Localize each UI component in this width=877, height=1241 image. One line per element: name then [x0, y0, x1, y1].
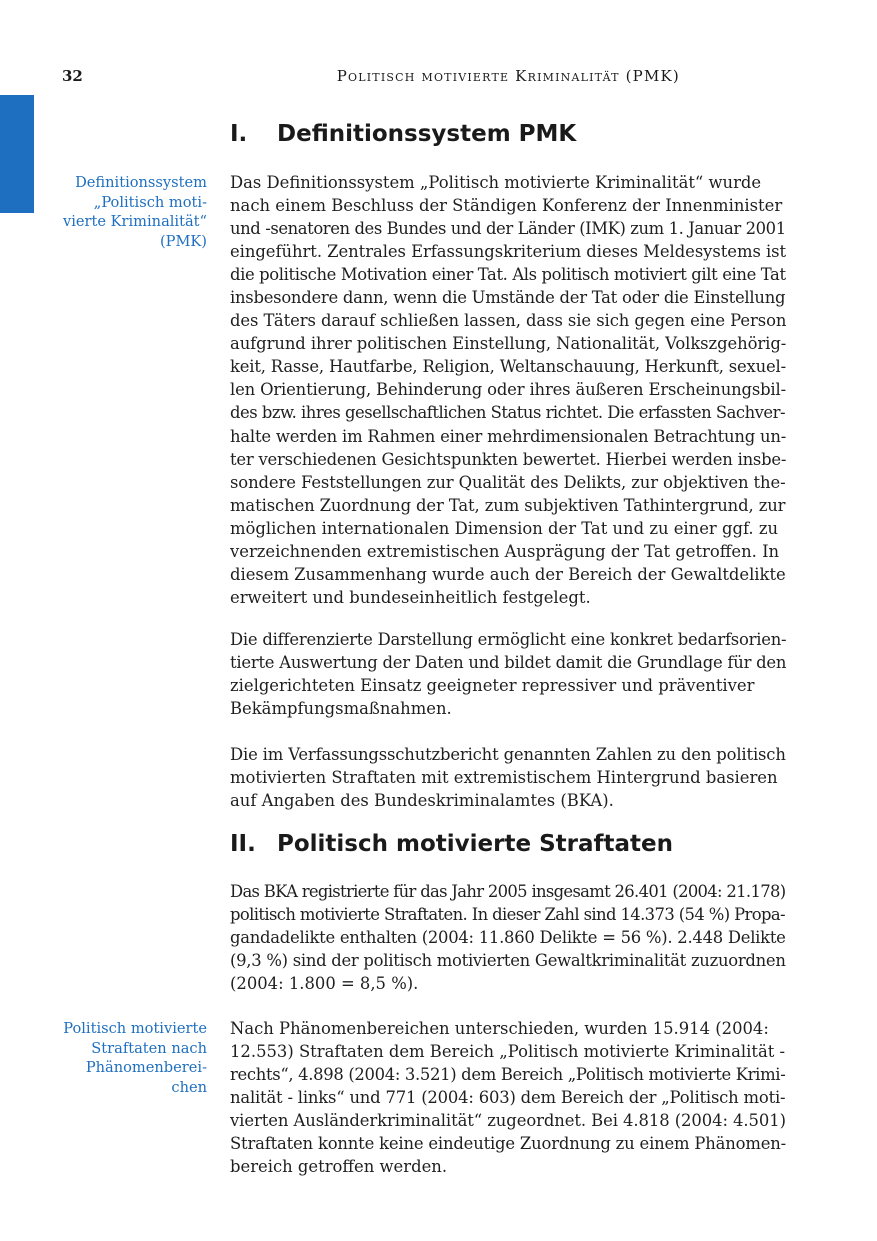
paragraph-darstellung	[230, 628, 786, 720]
paragraph-definitionssystem	[230, 171, 786, 609]
section-heading-straftaten	[230, 831, 673, 857]
text-line: nalität - links“ und 771 (2004: 603) dem Bereich der „Politisch moti-	[230, 1088, 786, 1108]
paragraph-zahlen-bka	[230, 743, 786, 812]
section-number: II.	[230, 831, 256, 857]
margin-note-line: „Politisch moti-	[93, 193, 207, 211]
margin-note-phaenomenbereiche	[63, 1019, 207, 1098]
text-line: politisch motivierte Straftaten. In dieser Zahl sind 14.373 (54 %) Propa-	[230, 905, 785, 925]
text-line: gandadelikte enthalten (2004: 11.860 Delikte = 56 %). 2.448 Delikte	[230, 928, 786, 948]
margin-note-line: chen	[171, 1079, 207, 1097]
text-line: halte werden im Rahmen einer mehrdimensionalen Betrachtung un-	[230, 426, 787, 446]
text-line: möglichen internationalen Dimension der Tat und zu einer ggf. zu	[230, 518, 779, 538]
text-line: sondere Feststellungen zur Qualität des Delikts, zur objektiven the-	[230, 472, 786, 492]
text-line: Die differenzierte Darstellung ermöglicht eine konkret bedarfsorien-	[230, 630, 787, 649]
section-number: I.	[230, 121, 248, 147]
text-line: 12.553) Straftaten dem Bereich „Politisch motivierte Kriminalität -	[230, 1042, 786, 1062]
text-line: len Orientierung, Behinderung oder ihres äußeren Erscheinungsbil-	[230, 380, 786, 400]
margin-note-line: vierte Kriminalität“	[62, 213, 207, 231]
paragraph-phaenomenbereiche	[230, 1017, 786, 1178]
running-header: Politisch motivierte Kriminalität (PMK)	[336, 67, 680, 85]
text-line: matischen Zuordnung der Tat, zum subjektiven Tathintergrund, zur	[230, 495, 786, 515]
text-line: Nach Phänomenbereichen unterschieden, wurden 15.914 (2004:	[230, 1019, 769, 1038]
section-heading-definitionssystem	[230, 121, 576, 147]
paragraph-bka-statistik	[230, 880, 786, 995]
text-line: diesem Zusammenhang wurde auch der Bereich der Gewaltdelikte	[230, 564, 786, 584]
margin-note-line: (PMK)	[159, 233, 207, 251]
text-line: Straftaten konnte keine eindeutige Zuordnung zu einem Phänomen-	[230, 1134, 786, 1154]
text-line: des bzw. ihres gesellschaftlichen Status richtet. Die erfassten Sachver-	[230, 403, 786, 423]
text-line: verzeichnenden extremistischen Ausprägung der Tat getroffen. In	[230, 541, 780, 561]
margin-note-line: Definitionssystem	[75, 174, 207, 191]
text-line: ter verschiedenen Gesichtspunkten bewertet. Hierbei werden insbe-	[230, 449, 787, 469]
text-line: rechts“, 4.898 (2004: 3.521) dem Bereich „Politisch motivierte Krimi-	[230, 1065, 786, 1085]
text-line: nach einem Beschluss der Ständigen Konferenz der Innenminister	[230, 196, 783, 216]
text-line: eingeführt. Zentrales Erfassungskriterium dieses Meldesystems ist	[230, 242, 787, 262]
section-title: Definitionssystem PMK	[277, 121, 577, 147]
text-line: vierten Ausländerkriminalität“ zugeordnet. Bei 4.818 (2004: 4.501)	[230, 1111, 786, 1131]
text-line: tierte Auswertung der Daten und bildet damit die Grundlage für den	[230, 653, 787, 673]
text-line: Die im Verfassungsschutzbericht genannten Zahlen zu den politisch	[230, 745, 786, 764]
page-number: 32	[62, 67, 83, 85]
text-line: (2004: 1.800 = 8,5 %).	[230, 974, 419, 994]
text-line: des Täters darauf schließen lassen, dass sie sich gegen eine Person	[230, 311, 787, 331]
text-line: die politische Motivation einer Tat. Als politisch motiviert gilt eine Tat	[230, 265, 786, 285]
margin-note-line: Phänomenberei-	[85, 1059, 207, 1077]
text-line: motivierten Straftaten mit extremistischem Hintergrund basieren	[230, 768, 778, 788]
chapter-tab-marker	[0, 95, 34, 213]
text-line: Bekämpfungsmaßnahmen.	[230, 699, 452, 719]
text-line: Das BKA registrierte für das Jahr 2005 insgesamt 26.401 (2004: 21.178)	[230, 882, 786, 901]
text-line: auf Angaben des Bundeskriminalamtes (BKA).	[230, 791, 614, 811]
text-line: insbesondere dann, wenn die Umstände der Tat oder die Einstellung	[230, 288, 786, 308]
section-title: Politisch motivierte Straftaten	[277, 831, 673, 857]
text-line: Das Definitionssystem „Politisch motivierte Kriminalität“ wurde	[230, 173, 762, 192]
text-line: (9,3 %) sind der politisch motivierten Gewaltkriminalität zuzuordnen	[230, 951, 786, 971]
margin-note-line: Politisch motivierte	[63, 1020, 207, 1037]
margin-note-line: Straftaten nach	[91, 1039, 207, 1057]
text-line: zielgerichteten Einsatz geeigneter repressiver und präventiver	[230, 676, 755, 696]
text-line: bereich getroffen werden.	[230, 1157, 448, 1177]
text-line: aufgrund ihrer politischen Einstellung, Nationalität, Volkszgehörig-	[230, 334, 787, 354]
margin-note-definitionssystem	[63, 173, 207, 252]
text-line: erweitert und bundeseinheitlich festgelegt.	[230, 587, 591, 607]
text-line: und -senatoren des Bundes und der Länder (IMK) zum 1. Januar 2001	[230, 219, 786, 239]
text-line: keit, Rasse, Hautfarbe, Religion, Weltanschauung, Herkunft, sexuel-	[230, 357, 786, 377]
